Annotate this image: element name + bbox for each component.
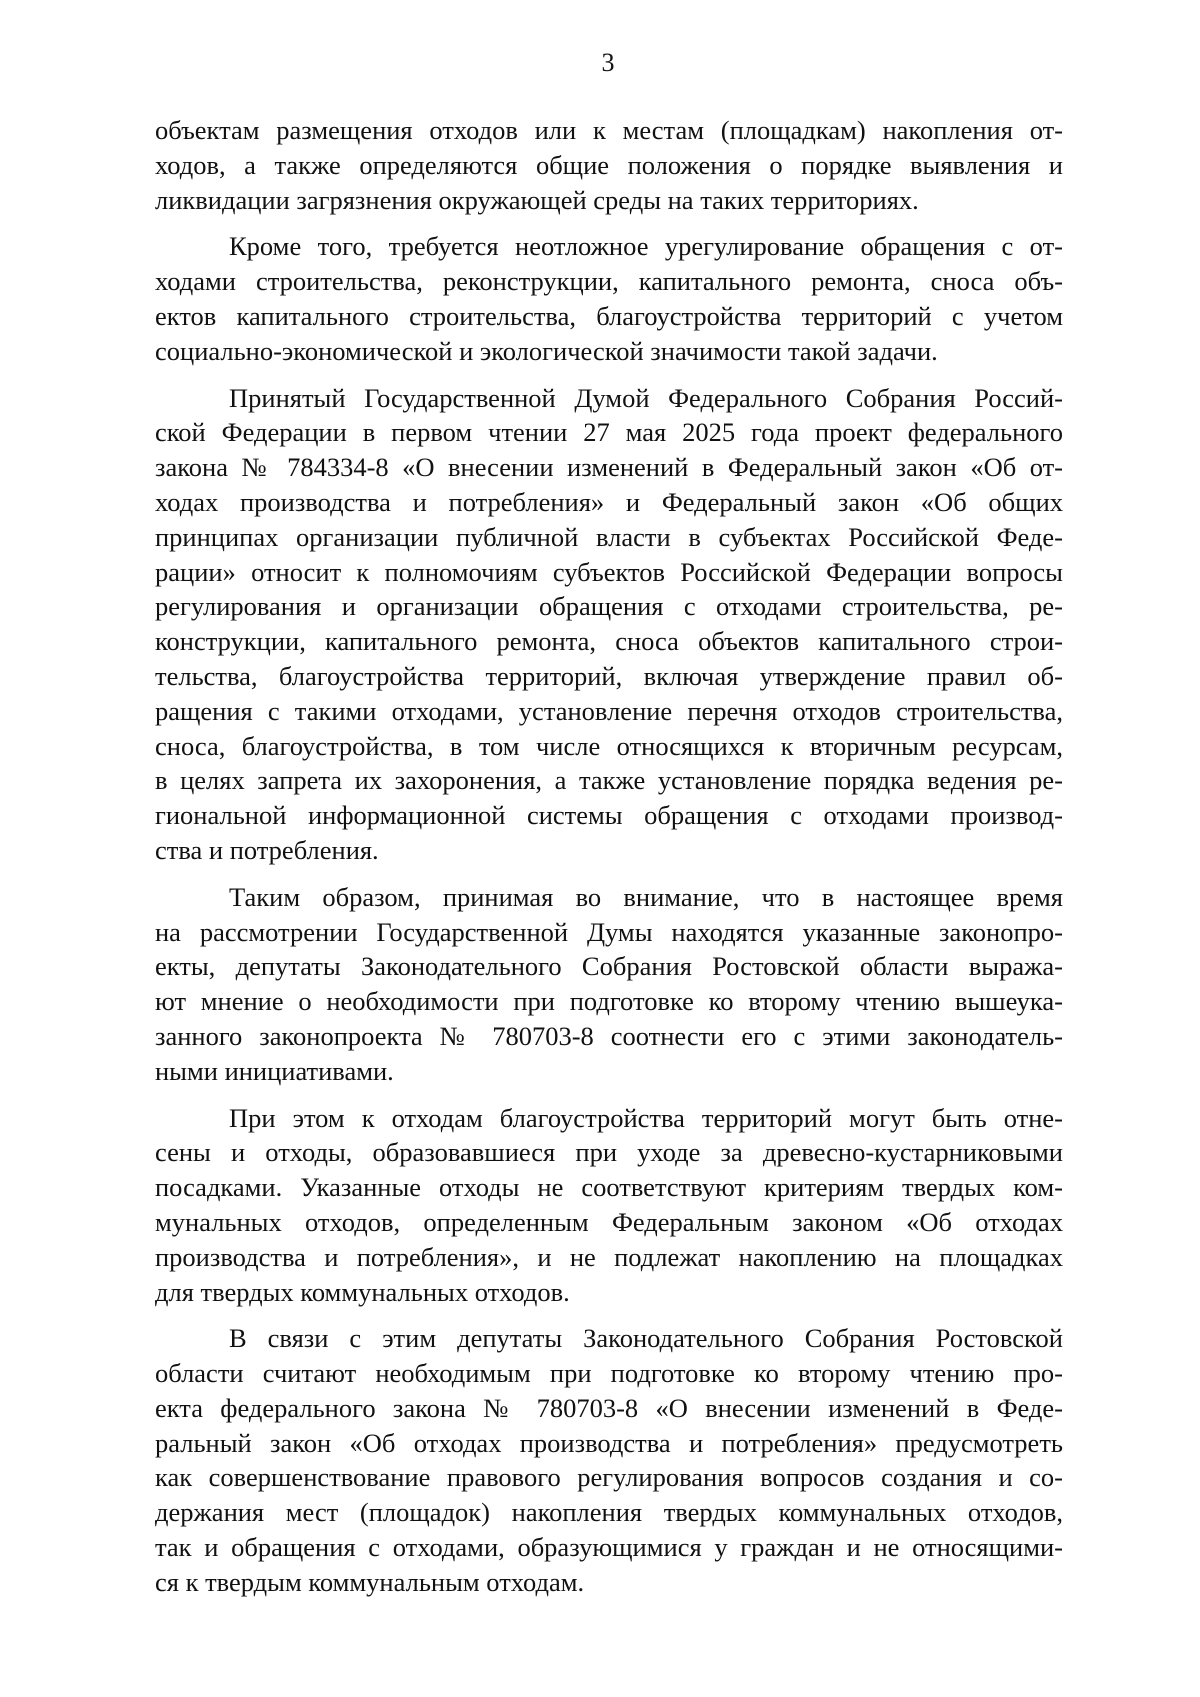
text-line: принципах организации публичной власти в субъектах Российской Феде- <box>155 521 1063 552</box>
text-line: ходами строительства, реконструкции, капитального ремонта, сноса объ- <box>155 266 1063 297</box>
text-line: сены и отходы, образовавшиеся при уходе за древесно-кустарниковыми <box>155 1137 1063 1168</box>
text-line: ращения с такими отходами, установление перечня отходов строительства, <box>155 695 1063 726</box>
text-line: объектам размещения отходов или к местам (площадкам) накопления от- <box>155 115 1063 145</box>
text-line: ными инициативами. <box>155 1055 394 1086</box>
text-line: как совершенствование правового регулирования вопросов создания и со- <box>155 1462 1063 1493</box>
text-line: конструкции, капитального ремонта, сноса объектов капитального строи- <box>155 626 1063 657</box>
document-body <box>155 113 1063 1612</box>
text-line: гиональной информационной системы обращения с отходами производ- <box>155 800 1063 831</box>
text-line: ся к твердым коммунальным отходам. <box>155 1566 585 1597</box>
page-number: 3 <box>601 48 615 77</box>
text-line: занного законопроекта № 780703-8 соотнести его с этими законодатель- <box>155 1020 1063 1051</box>
text-line: В связи с этим депутаты Законодательного Собрания Ростовской <box>229 1323 1063 1354</box>
text-line: ходов, а также определяются общие положения о порядке выявления и <box>155 149 1063 180</box>
paragraph-4 <box>155 880 1063 1089</box>
text-line: регулирования и организации обращения с отходами строительства, ре- <box>155 591 1063 622</box>
text-line: ходах производства и потребления» и Федеральный закон «Об общих <box>155 486 1063 517</box>
text-line: рации» относит к полномочиям субъектов Российской Федерации вопросы <box>155 556 1063 587</box>
text-line: тельства, благоустройства территорий, включая утверждение правил об- <box>155 660 1063 691</box>
text-line: ектов капитального строительства, благоустройства территорий с учетом <box>155 300 1063 331</box>
text-line: в целях запрета их захоронения, а также установление порядка ведения ре- <box>155 765 1063 796</box>
text-line: мунальных отходов, определенным Федеральным законом «Об отходах <box>155 1206 1063 1237</box>
text-line: ской Федерации в первом чтении 27 мая 2025 года проект федерального <box>155 417 1063 448</box>
text-line: социально-экономической и экологической значимости такой задачи. <box>155 335 938 366</box>
text-line: сноса, благоустройства, в том числе относящихся к вторичным ресурсам, <box>155 730 1063 761</box>
text-line: закона № 784334-8 «О внесении изменений в Федеральный закон «Об от- <box>155 452 1063 483</box>
text-line: ства и потребления. <box>155 834 379 865</box>
text-line: екты, депутаты Законодательного Собрания Ростовской области выража- <box>155 951 1063 982</box>
text-line: Принятый Государственной Думой Федерального Собрания Россий- <box>229 382 1063 413</box>
paragraph-5 <box>155 1101 1063 1310</box>
text-line: так и обращения с отходами, образующимися у граждан и не относящими- <box>155 1532 1063 1563</box>
text-line: Таким образом, принимая во внимание, что в настоящее время <box>229 881 1063 912</box>
paragraph-3 <box>155 381 1063 868</box>
text-line: держания мест (площадок) накопления твердых коммунальных отходов, <box>155 1497 1063 1528</box>
text-line: При этом к отходам благоустройства территорий могут быть отне- <box>229 1102 1063 1133</box>
text-line: для твердых коммунальных отходов. <box>155 1276 570 1307</box>
text-line: области считают необходимым при подготовке ко второму чтению про- <box>155 1358 1063 1389</box>
text-line: Кроме того, требуется неотложное урегулирование обращения с от- <box>229 231 1063 262</box>
paragraph-2 <box>155 229 1063 368</box>
paragraph-1 <box>155 113 1063 217</box>
paragraph-6 <box>155 1321 1063 1599</box>
text-line: производства и потребления», и не подлежат накоплению на площадках <box>155 1241 1063 1272</box>
text-line: екта федерального закона № 780703-8 «О внесении изменений в Феде- <box>155 1392 1063 1423</box>
text-line: ральный закон «Об отходах производства и потребления» предусмотреть <box>155 1427 1063 1458</box>
text-line: ликвидации загрязнения окружающей среды на таких территориях. <box>155 184 919 215</box>
text-line: ют мнение о необходимости при подготовке ко второму чтению вышеука- <box>155 986 1063 1017</box>
text-line: посадками. Указанные отходы не соответствуют критериям твердых ком- <box>155 1172 1063 1203</box>
text-line: на рассмотрении Государственной Думы находятся указанные законопро- <box>155 916 1063 947</box>
